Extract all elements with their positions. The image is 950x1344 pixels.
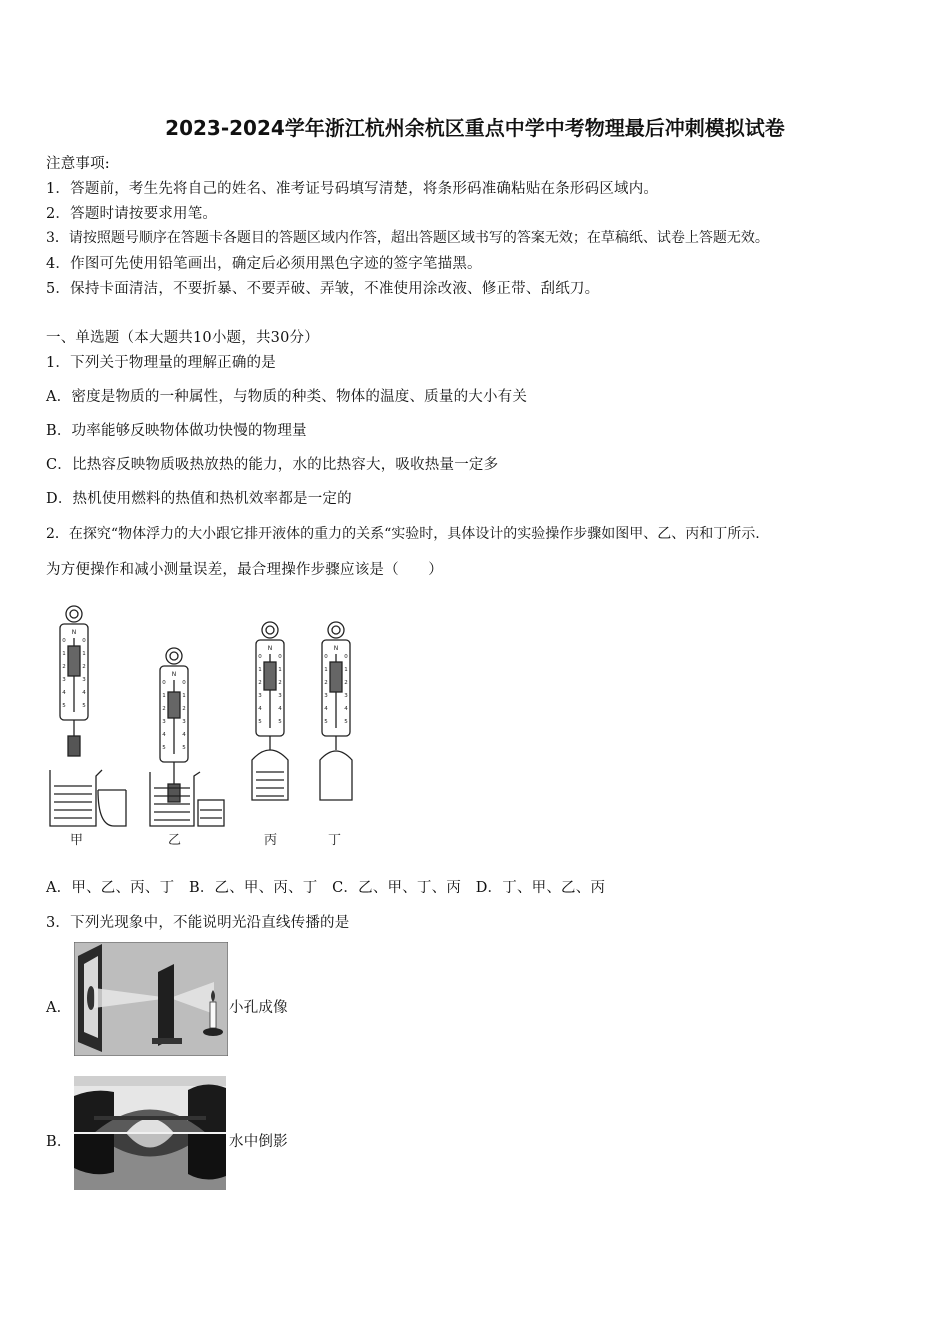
question-2-stem-line2: 为方便操作和减小测量误差，最合理操作步骤应该是（ ）: [46, 562, 443, 578]
figure-label-bing: 丙: [264, 833, 278, 848]
figure-label-jia: 甲: [70, 833, 84, 848]
scale-tick-label: 2: [182, 706, 186, 712]
question-3-option-a-letter: A．: [46, 1000, 72, 1016]
scale-tick-label: 5: [182, 745, 186, 751]
scale-tick-label: 5: [258, 719, 262, 725]
notice-item: 3．请按照题号顺序在答题卡各题目的答题区域内作答，超出答题区域书写的答案无效；在草稿纸、试卷上答题无效。: [46, 230, 769, 246]
scale-tick-label: 5: [82, 703, 86, 709]
scale-tick-label: 5: [62, 703, 66, 709]
question-2-stem-line1: 2．在探究“物体浮力的大小跟它排开液体的重力的关系“实验时，具体设计的实验操作步骤如图甲、乙、丙和丁所示.: [46, 526, 760, 542]
scale-tick-label: 3: [62, 677, 66, 683]
question-3-option-b-caption: 水中倒影: [229, 1134, 288, 1150]
scale-tick-label: 4: [82, 690, 86, 696]
question-3-stem: 3．下列光现象中，不能说明光沿直线传播的是: [46, 915, 350, 931]
scale-tick-label: 2: [344, 680, 348, 686]
scale-tick-label: 2: [82, 664, 86, 670]
scale-tick-label: 1: [278, 667, 282, 673]
scale-tick-label: 3: [82, 677, 86, 683]
scale-tick-label: 3: [258, 693, 262, 699]
notice-heading: 注意事项:: [46, 156, 110, 172]
question-3-option-b-letter: B．: [46, 1134, 72, 1150]
scale-tick-label: 1: [62, 651, 66, 657]
scale-tick-label: 2: [278, 680, 282, 686]
scale-tick-label: 0: [324, 654, 328, 660]
scale-tick-label: 5: [324, 719, 328, 725]
question-1-option-a: A．密度是物质的一种属性，与物质的种类、物体的温度、质量的大小有关: [46, 389, 528, 405]
notice-item: 5．保持卡面清洁，不要折暴、不要弄破、弄皱，不准使用涂改液、修正带、刮纸刀。: [46, 281, 600, 297]
bridge-reflection-image: [74, 1076, 226, 1190]
scale-tick-label: 2: [62, 664, 66, 670]
scale-tick-label: 3: [162, 719, 166, 725]
scale-tick-label: 0: [82, 638, 86, 644]
scale-tick-label: 0: [278, 654, 282, 660]
scale-tick-label: 1: [258, 667, 262, 673]
scale-unit-label: N: [71, 629, 77, 636]
scale-tick-label: 0: [182, 680, 186, 686]
scale-tick-label: 4: [62, 690, 66, 696]
scale-tick-label: 0: [344, 654, 348, 660]
scale-tick-label: 5: [344, 719, 348, 725]
scale-tick-label: 0: [62, 638, 66, 644]
scale-tick-label: 5: [162, 745, 166, 751]
figure-label-yi: 乙: [168, 833, 182, 848]
notice-item: 1．答题前，考生先将自己的姓名、准考证号码填写清楚，将条形码准确粘贴在条形码区域内。: [46, 181, 659, 197]
question-2-options: A．甲、乙、丙、丁 B．乙、甲、丙、丁 C．乙、甲、丁、丙 D．丁、甲、乙、丙: [46, 880, 606, 896]
figure-label-ding: 丁: [328, 833, 342, 848]
scale-tick-label: 4: [344, 706, 348, 712]
scale-tick-label: 4: [182, 732, 186, 738]
scale-tick-label: 2: [162, 706, 166, 712]
scale-tick-label: 4: [278, 706, 282, 712]
scale-tick-label: 4: [162, 732, 166, 738]
scale-tick-label: 3: [182, 719, 186, 725]
scale-tick-label: 3: [278, 693, 282, 699]
section-heading: 一、单选题（本大题共10小题，共30分）: [46, 330, 319, 346]
scale-tick-label: 3: [344, 693, 348, 699]
question-1-option-c: C．比热容反映物质吸热放热的能力，水的比热容大，吸收热量一定多: [46, 457, 499, 473]
pinhole-imaging-image: [74, 942, 228, 1056]
scale-tick-label: 1: [182, 693, 186, 699]
scale-tick-label: 1: [344, 667, 348, 673]
scale-tick-label: 1: [324, 667, 328, 673]
scale-tick-label: 1: [82, 651, 86, 657]
question-1-option-b: B．功率能够反映物体做功快慢的物理量: [46, 423, 307, 439]
scale-tick-label: 4: [324, 706, 328, 712]
scale-tick-label: 0: [162, 680, 166, 686]
scale-tick-label: 3: [324, 693, 328, 699]
question-1-stem: 1．下列关于物理量的理解正确的是: [46, 355, 276, 371]
scale-tick-label: 1: [162, 693, 166, 699]
notice-item: 4．作图可先使用铅笔画出，确定后必须用黑色字迹的签字笔描黑。: [46, 256, 482, 272]
scale-unit-label: N: [333, 645, 339, 652]
scale-tick-label: 2: [324, 680, 328, 686]
question-1-option-d: D．热机使用燃料的热值和热机效率都是一定的: [46, 491, 352, 507]
notice-item: 2．答题时请按要求用笔。: [46, 206, 218, 222]
scale-tick-label: 4: [258, 706, 262, 712]
page-title: 2023-2024学年浙江杭州余杭区重点中学中考物理最后冲刺模拟试卷: [165, 116, 785, 140]
spring-scale-yi: [150, 648, 224, 826]
scale-unit-label: N: [267, 645, 273, 652]
buoyancy-experiment-figure: [44, 600, 362, 856]
scale-tick-label: 2: [258, 680, 262, 686]
scale-unit-label: N: [171, 671, 177, 678]
question-3-option-a-caption: 小孔成像: [229, 1000, 288, 1016]
scale-tick-label: 5: [278, 719, 282, 725]
scale-tick-label: 0: [258, 654, 262, 660]
